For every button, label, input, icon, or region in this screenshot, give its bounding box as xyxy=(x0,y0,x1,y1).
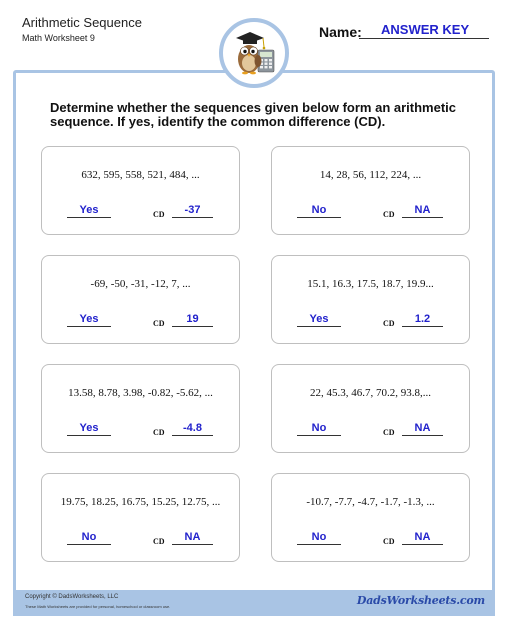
cd-value: -37 xyxy=(184,204,201,216)
cd-value: NA xyxy=(184,531,201,543)
cd-underline xyxy=(172,217,213,218)
cd-label: CD xyxy=(153,319,165,328)
answer-underline xyxy=(297,217,341,218)
cd-underline xyxy=(402,435,443,436)
cd-value: NA xyxy=(414,531,431,543)
problem-card xyxy=(41,364,240,453)
answer-underline xyxy=(297,326,341,327)
problem-sequence: -69, -50, -31, -12, 7, ... xyxy=(90,278,191,290)
answer-value: Yes xyxy=(79,422,99,434)
cd-underline xyxy=(172,326,213,327)
problem-sequence: 13.58, 8.78, 3.98, -0.82, -5.62, ... xyxy=(68,387,213,399)
cd-value: -4.8 xyxy=(183,422,202,434)
answer-value: No xyxy=(81,531,97,543)
answer-value: Yes xyxy=(79,204,99,216)
problem-sequence: 15.1, 16.3, 17.5, 18.7, 19.9... xyxy=(307,278,434,290)
problem-card xyxy=(41,255,240,344)
cd-value: 19 xyxy=(186,313,199,325)
problem-sequence: 22, 45.3, 46.7, 70.2, 93.8,... xyxy=(310,387,431,399)
footer-logo[interactable]: DadsWorksheets.com xyxy=(356,594,485,607)
instructions: Determine whether the sequences given below form an arithmetic sequence. If yes, identify the common difference (CD). xyxy=(50,100,456,129)
cd-value: NA xyxy=(414,204,431,216)
answer-value: Yes xyxy=(79,313,99,325)
problem-card xyxy=(41,146,240,235)
cd-label: CD xyxy=(153,537,165,546)
footer-note: These Math Worksheets are provided for personal, homeschool or classroom use. xyxy=(25,604,171,609)
problem-sequence: 14, 28, 56, 112, 224, ... xyxy=(319,169,422,181)
name-label: Name: xyxy=(319,24,362,40)
footer xyxy=(13,590,495,616)
cd-underline xyxy=(402,544,443,545)
answer-underline xyxy=(67,326,111,327)
worksheet-title: Arithmetic Sequence xyxy=(22,15,142,30)
owl-with-calculator-icon xyxy=(230,28,280,78)
cd-label: CD xyxy=(153,428,165,437)
answer-underline xyxy=(67,544,111,545)
cd-label: CD xyxy=(383,537,395,546)
name-value: ANSWER KEY xyxy=(381,22,470,37)
problem-card xyxy=(271,364,470,453)
problem-sequence: -10.7, -7.7, -4.7, -1.7, -1.3, ... xyxy=(306,496,435,508)
owl-logo xyxy=(219,18,289,88)
answer-underline xyxy=(67,217,111,218)
cd-underline xyxy=(402,326,443,327)
problem-card xyxy=(271,255,470,344)
footer-copyright: Copyright © DadsWorksheets, LLC xyxy=(25,594,119,600)
cd-value: 1.2 xyxy=(414,313,431,325)
answer-value: Yes xyxy=(309,313,329,325)
cd-underline xyxy=(172,544,213,545)
name-field xyxy=(319,22,491,42)
cd-label: CD xyxy=(383,319,395,328)
cd-label: CD xyxy=(153,210,165,219)
problem-card xyxy=(271,146,470,235)
answer-underline xyxy=(297,435,341,436)
answer-underline xyxy=(67,435,111,436)
answer-value: No xyxy=(311,531,327,543)
answer-value: No xyxy=(311,422,327,434)
cd-underline xyxy=(172,435,213,436)
worksheet-subtitle: Math Worksheet 9 xyxy=(22,33,95,43)
problem-card xyxy=(41,473,240,562)
cd-label: CD xyxy=(383,428,395,437)
problem-sequence: 19.75, 18.25, 16.75, 15.25, 12.75, ... xyxy=(60,496,221,508)
cd-label: CD xyxy=(383,210,395,219)
cd-value: NA xyxy=(414,422,431,434)
name-underline xyxy=(359,38,489,39)
answer-underline xyxy=(297,544,341,545)
problem-card xyxy=(271,473,470,562)
cd-underline xyxy=(402,217,443,218)
problem-sequence: 632, 595, 558, 521, 484, ... xyxy=(81,169,200,181)
answer-value: No xyxy=(311,204,327,216)
